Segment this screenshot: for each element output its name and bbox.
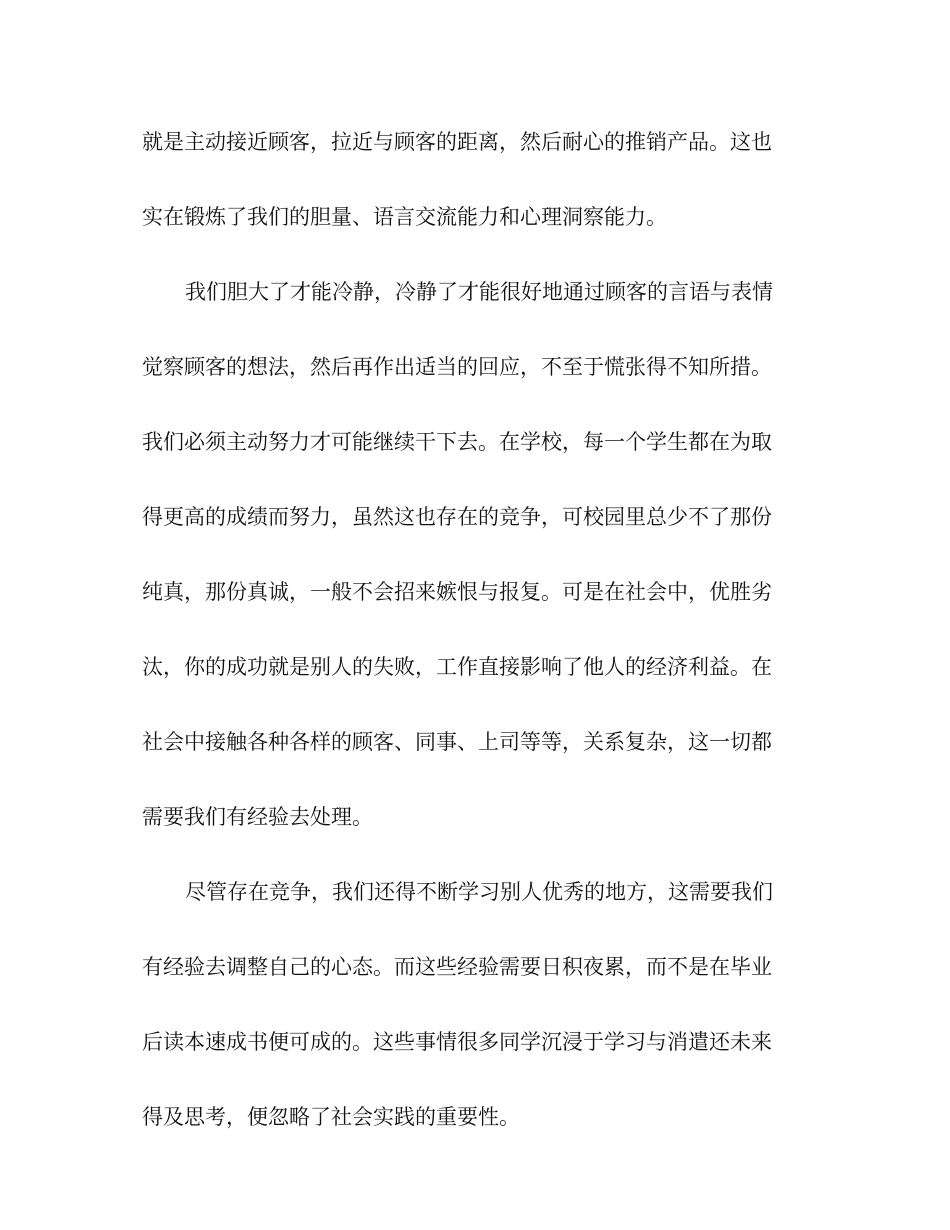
text-line: 就是主动接近顾客，拉近与顾客的距离，然后耐心的推销产品。这也 (142, 130, 772, 154)
text-line: 得更高的成绩而努力，虽然这也存在的竞争，可校园里总少不了那份 (142, 505, 772, 529)
paragraph-start-line: 我们胆大了才能冷静，冷静了才能很好地通过顾客的言语与表情 (185, 280, 773, 304)
text-line: 后读本速成书便可成的。这些事情很多同学沉浸于学习与消遣还未来 (142, 1030, 772, 1054)
text-line: 觉察顾客的想法，然后再作出适当的回应，不至于慌张得不知所措。 (142, 355, 772, 379)
text-line: 我们必须主动努力才可能继续干下去。在学校，每一个学生都在为取 (142, 430, 772, 454)
text-line: 实在锻炼了我们的胆量、语言交流能力和心理洞察能力。 (142, 205, 667, 229)
text-line: 有经验去调整自己的心态。而这些经验需要日积夜累，而不是在毕业 (142, 955, 772, 979)
text-line: 汰，你的成功就是别人的失败，工作直接影响了他人的经济利益。在 (142, 655, 772, 679)
text-line: 社会中接触各种各样的顾客、同事、上司等等，关系复杂，这一切都 (142, 730, 772, 754)
body-text (142, 120, 802, 1170)
text-line: 得及思考，便忽略了社会实践的重要性。 (142, 1105, 520, 1129)
text-line: 纯真，那份真诚，一般不会招来嫉恨与报复。可是在社会中，优胜劣 (142, 580, 772, 604)
text-line: 需要我们有经验去处理。 (142, 805, 373, 829)
paragraph-start-line: 尽管存在竞争，我们还得不断学习别人优秀的地方，这需要我们 (185, 880, 773, 904)
